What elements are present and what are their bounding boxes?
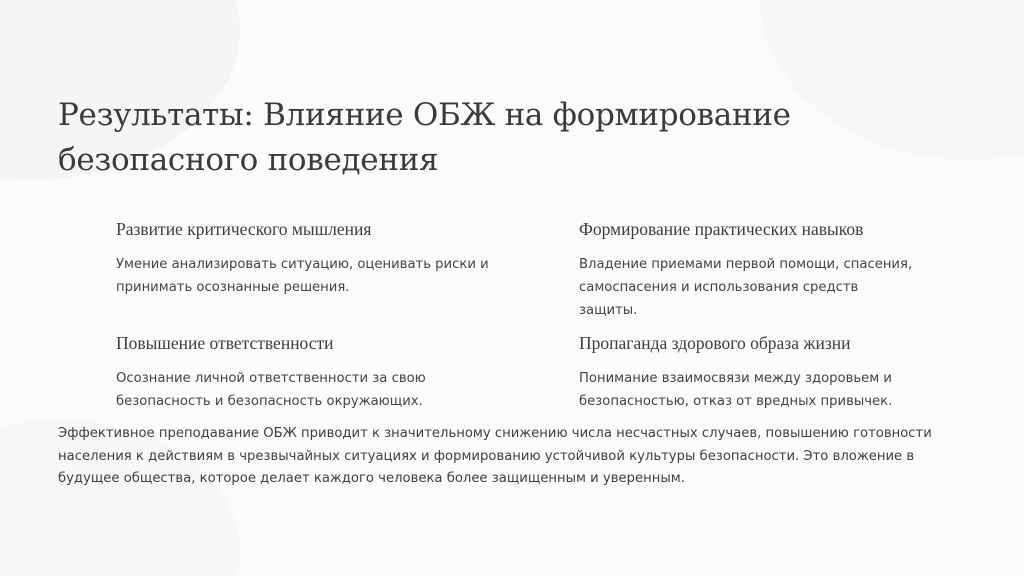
summary-paragraph: Эффективное преподавание ОБЖ приводит к значительному снижению числа несчастных случаев, повышению готовности населения к действиям в чрезвычайных ситуациях и формированию устойчивой культуры безопасности. Это вложение в будущее общества, которое делает каждого человека более защищенным и уверенным.	[58, 426, 932, 486]
result-item-healthy-lifestyle	[579, 332, 979, 413]
result-item-heading: Развитие критического мышления	[116, 219, 372, 239]
result-item-critical-thinking	[116, 218, 516, 299]
result-item-text: Осознание личной ответственности за свою безопасность и безопасность окружающих.	[116, 371, 426, 409]
slide-title: Результаты: Влияние ОБЖ на формирование безопасного поведения	[58, 97, 791, 178]
result-item-text: Владение приемами первой помощи, спасения, самоспасения и использования средств защиты.	[579, 257, 913, 318]
result-item-practical-skills	[579, 218, 979, 322]
result-item-heading: Формирование практических навыков	[579, 219, 864, 239]
result-item-responsibility	[116, 332, 516, 413]
result-item-heading: Повышение ответственности	[116, 333, 334, 353]
result-item-heading: Пропаганда здорового образа жизни	[579, 333, 851, 353]
result-item-text: Понимание взаимосвязи между здоровьем и безопасностью, отказ от вредных привычек.	[579, 371, 893, 409]
result-item-text: Умение анализировать ситуацию, оценивать риски и принимать осознанные решения.	[116, 257, 489, 295]
